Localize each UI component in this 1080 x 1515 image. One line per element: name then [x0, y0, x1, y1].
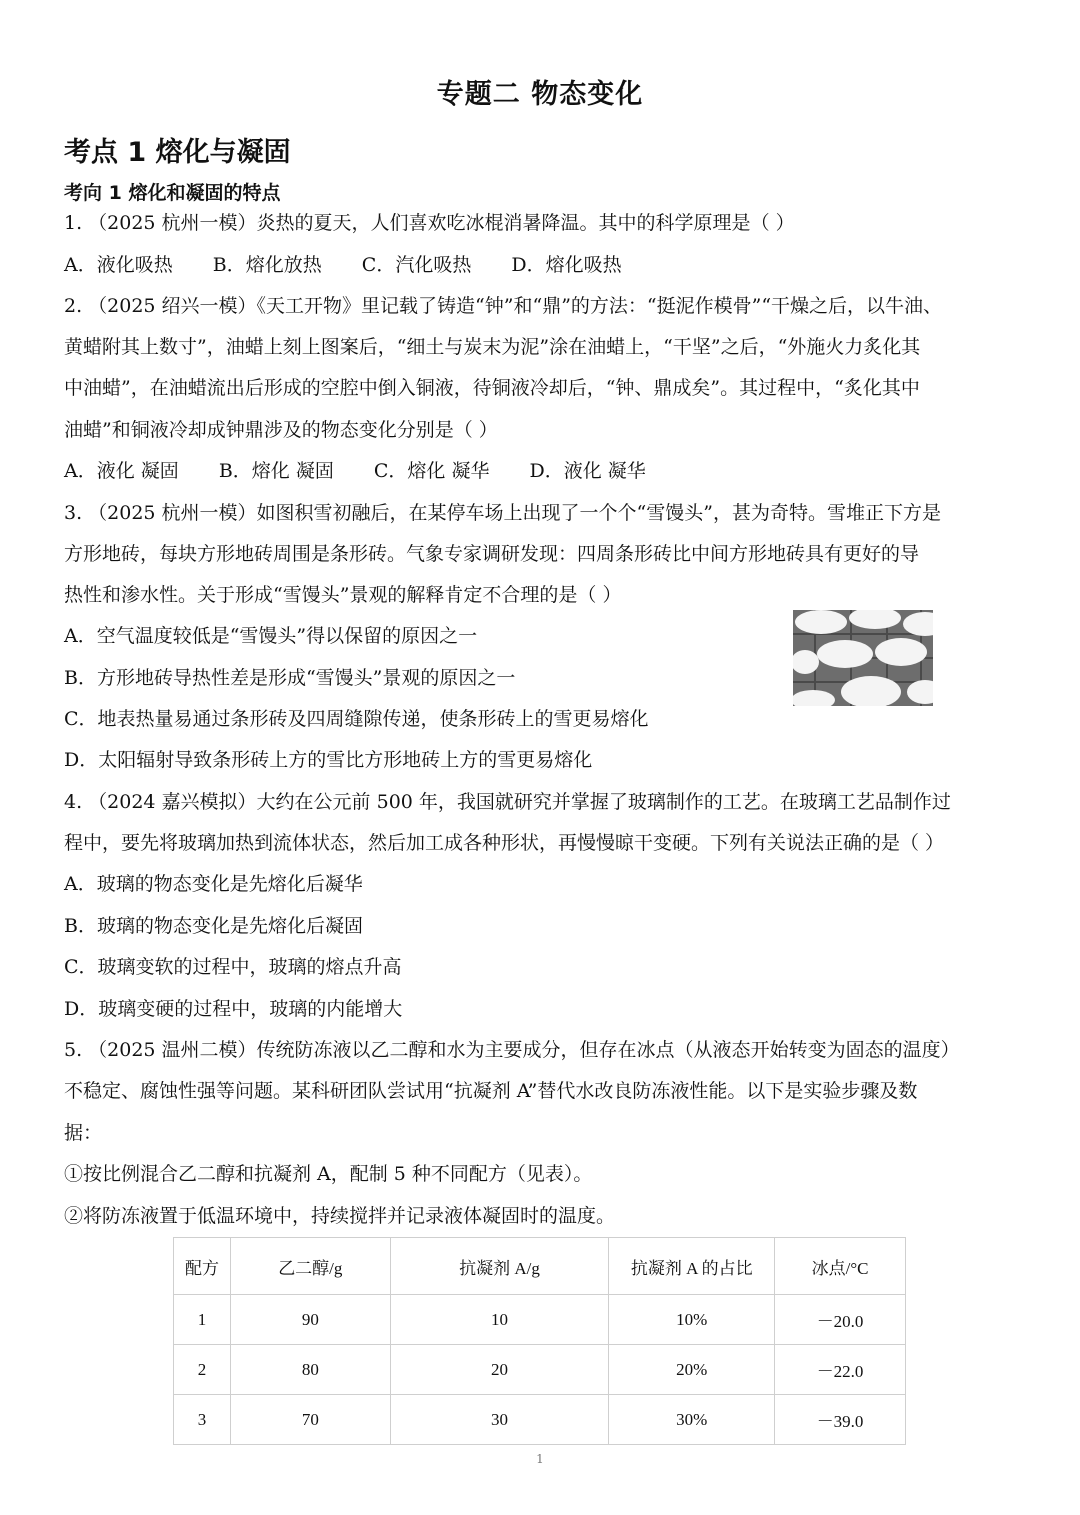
question-4-option-a: A．玻璃的物态变化是先熔化后凝华: [64, 873, 363, 895]
table-cell: －20.0: [775, 1295, 906, 1345]
option-a: A．液化 凝固: [64, 460, 179, 482]
option-b: B．熔化 凝固: [218, 460, 334, 482]
table-header-row: [174, 1238, 906, 1295]
question-4-option-c: C．玻璃变软的过程中，玻璃的熔点升高: [64, 956, 402, 978]
question-4-option-d: D．玻璃变硬的过程中，玻璃的内能增大: [64, 998, 403, 1020]
table-cell: 30%: [609, 1395, 775, 1445]
question-3-option-b: B．方形地砖导热性差是形成“雪馒头”景观的原因之一: [64, 667, 516, 689]
table-row: [174, 1295, 906, 1345]
table-cell: 20: [390, 1345, 609, 1395]
table-cell: 2: [174, 1345, 231, 1395]
table-cell: 1: [174, 1295, 231, 1345]
option-c: C．熔化 凝华: [373, 460, 490, 482]
question-3-stem-line-3: 热性和渗水性。关于形成“雪馒头”景观的解释肯定不合理的是（ ）: [64, 584, 622, 606]
table-cell: －39.0: [775, 1395, 906, 1445]
snow-mound-photo: [793, 610, 933, 706]
question-3-option-a: A．空气温度较低是“雪馒头”得以保留的原因之一: [64, 625, 478, 647]
question-5-stem-line-2: 不稳定、腐蚀性强等问题。某科研团队尝试用“抗凝剂 A”替代水改良防冻液性能。以下是实验步骤及数: [64, 1080, 918, 1102]
question-3-stem-line-1: 3. （2025 杭州一模）如图积雪初融后，在某停车场上出现了一个个“雪馒头”，甚为奇特。雪堆正下方是: [64, 502, 941, 524]
question-1-stem: 1. （2025 杭州一模）炎热的夏天，人们喜欢吃冰棍消暑降温。其中的科学原理是（ ）: [64, 212, 795, 234]
table-header-cell: 乙二醇/g: [230, 1238, 390, 1295]
question-2-stem-line-2: 黄蜡附其上数寸”，油蜡上刻上图案后，“细土与炭末为泥”涂在油蜡上，“干坚”之后，“外施火力炙化其: [64, 336, 921, 358]
table-cell: 10%: [609, 1295, 775, 1345]
page-number: 1: [536, 1452, 544, 1466]
table-cell: 70: [230, 1395, 390, 1445]
table-header-cell: 冰点/°C: [775, 1238, 906, 1295]
table-row: [174, 1395, 906, 1445]
table-row: [174, 1345, 906, 1395]
table-cell: 20%: [609, 1345, 775, 1395]
option-a: A．液化吸热: [64, 254, 173, 276]
question-5-stem-line-1: 5. （2025 温州二模）传统防冻液以乙二醇和水为主要成分，但存在冰点（从液态开始转变为固态的温度）: [64, 1039, 960, 1061]
question-4-stem-line-1: 4. （2024 嘉兴模拟）大约在公元前 500 年，我国就研究并掌握了玻璃制作的工艺。在玻璃工艺品制作过: [64, 791, 951, 813]
option-d: D．液化 凝华: [529, 460, 646, 482]
question-5-stem-line-3: 据：: [64, 1122, 103, 1144]
question-3-option-c: C．地表热量易通过条形砖及四周缝隙传递，使条形砖上的雪更易熔化: [64, 708, 649, 730]
question-5-step-2: ②将防冻液置于低温环境中，持续搅拌并记录液体凝固时的温度。: [64, 1205, 616, 1227]
table-cell: 30: [390, 1395, 609, 1445]
table-header-cell: 配方: [174, 1238, 231, 1295]
question-4-stem-line-2: 程中，要先将玻璃加热到流体状态，然后加工成各种形状，再慢慢晾干变硬。下列有关说法正确的是（ ）: [64, 832, 945, 854]
question-4-option-b: B．玻璃的物态变化是先熔化后凝固: [64, 915, 363, 937]
subsection-heading: 考向 1 熔化和凝固的特点: [64, 182, 281, 204]
question-2-options: [64, 458, 680, 484]
formula-data-table: [173, 1237, 906, 1445]
option-c: C．汽化吸热: [361, 254, 472, 276]
question-2-stem-line-3: 中油蜡”，在油蜡流出后形成的空腔中倒入铜液，待铜液冷却后，“钟、鼎成矣”。其过程中，“炙化其中: [64, 377, 920, 399]
table-header-cell: 抗凝剂 A 的占比: [609, 1238, 775, 1295]
question-5-step-1: ①按比例混合乙二醇和抗凝剂 A，配制 5 种不同配方（见表）。: [64, 1163, 593, 1185]
table-cell: 90: [230, 1295, 390, 1345]
table-cell: 80: [230, 1345, 390, 1395]
option-d: D．熔化吸热: [511, 254, 622, 276]
question-2-stem-line-1: 2. （2025 绍兴一模）《天工开物》里记载了铸造“钟”和“鼎”的方法：“挺泥作模骨”“干燥之后，以牛油、: [64, 295, 943, 317]
question-3-option-d: D．太阳辐射导致条形砖上方的雪比方形地砖上方的雪更易熔化: [64, 749, 593, 771]
question-1-options: [64, 252, 656, 278]
page-title: 专题二 物态变化: [436, 79, 644, 110]
question-3-stem-line-2: 方形地砖，每块方形地砖周围是条形砖。气象专家调研发现：四周条形砖比中间方形地砖具有更好的导: [64, 543, 920, 565]
section-heading: 考点 1 熔化与凝固: [64, 137, 291, 168]
option-b: B．熔化放热: [212, 254, 322, 276]
table-cell: 3: [174, 1395, 231, 1445]
table-cell: 10: [390, 1295, 609, 1345]
question-2-stem-line-4: 油蜡”和铜液冷却成钟鼎涉及的物态变化分别是（ ）: [64, 419, 498, 441]
table-header-cell: 抗凝剂 A/g: [390, 1238, 609, 1295]
table-cell: －22.0: [775, 1345, 906, 1395]
